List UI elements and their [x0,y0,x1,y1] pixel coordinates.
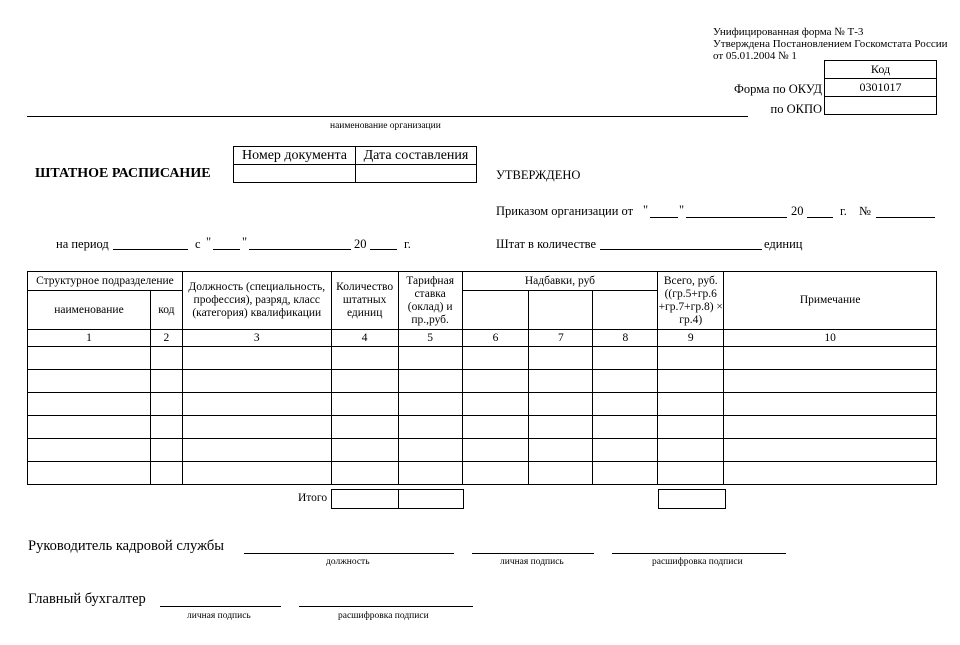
table-cell[interactable] [331,370,398,393]
table-cell[interactable] [150,416,182,439]
hr-signature-field[interactable] [472,553,594,554]
period-quote-open: " [206,235,212,249]
table-cell[interactable] [398,393,462,416]
chief-accountant-label: Главный бухгалтер [28,591,146,607]
table-cell[interactable] [182,347,331,370]
col-number: 6 [462,330,529,347]
period-label: на период [56,237,109,251]
table-cell[interactable] [398,416,462,439]
col-number: 1 [28,330,151,347]
table-cell[interactable] [28,370,151,393]
col-number: 2 [150,330,182,347]
table-cell[interactable] [398,439,462,462]
staff-count-field[interactable] [600,249,762,250]
totals-sum [658,489,726,509]
period-year-prefix: 20 [354,237,367,251]
table-cell[interactable] [462,347,529,370]
table-cell[interactable] [658,439,724,462]
table-cell[interactable] [658,416,724,439]
order-quote-open: " [643,203,649,217]
table-cell[interactable] [529,347,593,370]
table-cell[interactable] [658,393,724,416]
count-header: Количество штатных единиц [331,272,398,330]
table-cell[interactable] [529,439,593,462]
table-cell[interactable] [331,393,398,416]
table-cell[interactable] [724,370,937,393]
table-cell[interactable] [724,347,937,370]
period-year-suffix: г. [404,237,411,251]
table-row [28,370,937,393]
table-cell[interactable] [398,347,462,370]
hr-signature-caption: личная подпись [500,557,564,567]
hr-head-label: Руководитель кадровой службы [28,538,225,554]
total-rate-cell[interactable] [399,490,464,509]
col-number: 5 [398,330,462,347]
table-cell[interactable] [462,416,529,439]
table-cell[interactable] [724,462,937,485]
order-year-prefix: 20 [791,204,804,218]
table-cell[interactable] [658,462,724,485]
okud-label: Форма по ОКУД [734,82,822,96]
column-numbers-row [28,330,937,347]
org-caption: наименование организации [330,121,441,131]
table-cell[interactable] [182,416,331,439]
table-cell[interactable] [529,416,593,439]
table-cell[interactable] [182,370,331,393]
table-cell[interactable] [724,416,937,439]
accountant-signature-caption: личная подпись [187,611,251,621]
table-row [28,393,937,416]
table-cell[interactable] [593,462,658,485]
col-number: 8 [593,330,658,347]
col-number: 9 [658,330,724,347]
table-cell[interactable] [462,393,529,416]
rate-header: Тарифная ставка (оклад) и пр.,руб. [398,272,462,330]
col-number: 10 [724,330,937,347]
doc-number-header: Номер документа [234,147,356,165]
form-header [713,26,948,62]
allowance-col-8 [593,291,658,330]
order-year-suffix: г. [840,204,847,218]
order-number-field[interactable] [876,217,935,218]
table-cell[interactable] [462,370,529,393]
table-cell[interactable] [182,439,331,462]
approved-label: УТВЕРЖДЕНО [496,168,581,182]
doc-number-field[interactable] [234,165,356,183]
table-cell[interactable] [593,416,658,439]
table-cell[interactable] [150,462,182,485]
table-cell[interactable] [529,370,593,393]
table-cell[interactable] [331,347,398,370]
okud-value[interactable]: 0301017 [825,79,937,97]
col-number: 3 [182,330,331,347]
table-row [28,462,937,485]
table-cell[interactable] [182,462,331,485]
period-field-1[interactable] [113,249,188,250]
hr-decode-caption: расшифровка подписи [652,557,743,567]
table-cell[interactable] [462,439,529,462]
totals-row [331,489,464,509]
period-quote-close: " [242,235,248,249]
table-cell[interactable] [28,416,151,439]
table-cell[interactable] [150,370,182,393]
hr-position-caption: должность [326,557,370,567]
table-cell[interactable] [331,462,398,485]
accountant-decode-caption: расшифровка подписи [338,611,429,621]
doc-date-field[interactable] [356,165,477,183]
table-cell[interactable] [593,439,658,462]
allowance-col-7 [529,291,593,330]
okpo-label: по ОКПО [770,102,822,116]
order-number-sign: № [859,204,871,218]
form-header-line1: Унифицированная форма № Т-3 [713,26,864,38]
col-number: 7 [529,330,593,347]
staff-label: Штат в количестве [496,237,597,251]
code-header: код [150,291,182,330]
total-sum-cell[interactable] [659,490,726,509]
total-count-cell[interactable] [332,490,399,509]
okpo-value[interactable] [825,97,937,115]
table-cell[interactable] [462,462,529,485]
form-header-line2: Утверждена Постановлением Госкомстата России [713,38,948,50]
note-header: Примечание [724,272,937,330]
doc-date-header: Дата составления [356,147,477,165]
accountant-decode-field[interactable] [299,606,473,607]
staff-table [27,271,937,485]
table-cell[interactable] [593,347,658,370]
staff-unit: единиц [764,237,803,251]
period-from: с [195,237,201,251]
table-cell[interactable] [182,393,331,416]
table-cell[interactable] [28,347,151,370]
hr-position-field[interactable] [244,553,454,554]
allowances-header: Надбавки, руб [462,272,658,291]
hr-decode-field[interactable] [612,553,786,554]
table-row [28,439,937,462]
table-cell[interactable] [398,462,462,485]
table-cell[interactable] [150,347,182,370]
table-cell[interactable] [724,439,937,462]
table-cell[interactable] [529,462,593,485]
table-cell[interactable] [724,393,937,416]
name-header: наименование [28,291,151,330]
period-month-field[interactable] [249,249,351,250]
table-cell[interactable] [28,439,151,462]
doc-number-table [233,146,477,183]
total-header: Всего, руб. ((гр.5+гр.6 +гр.7+гр.8) × гр.4) [658,272,724,330]
order-prefix: Приказом организации от [496,204,634,218]
table-cell[interactable] [28,393,151,416]
table-cell[interactable] [331,439,398,462]
period-year-field[interactable] [370,249,397,250]
table-cell[interactable] [28,462,151,485]
table-cell[interactable] [658,347,724,370]
order-year-field[interactable] [807,217,833,218]
table-row [28,416,937,439]
accountant-signature-field[interactable] [160,606,281,607]
position-header: Должность (специальность, профессия), разряд, класс (категория) квалификации [182,272,331,330]
org-name-field[interactable] [27,116,748,117]
table-cell[interactable] [398,370,462,393]
codes-table [824,60,937,115]
table-cell[interactable] [593,370,658,393]
table-cell[interactable] [593,393,658,416]
order-month-field[interactable] [686,217,787,218]
col-number: 4 [331,330,398,347]
codes-header: Код [825,61,937,79]
struct-header: Структурное подразделение [28,272,183,291]
table-cell[interactable] [658,370,724,393]
total-label: Итого [298,492,328,504]
table-cell[interactable] [150,393,182,416]
table-row [28,347,937,370]
form-header-line3: от 05.01.2004 № 1 [713,50,797,62]
allowance-col-6 [462,291,529,330]
table-cell[interactable] [331,416,398,439]
table-cell[interactable] [150,439,182,462]
order-day-field[interactable] [650,217,678,218]
table-cell[interactable] [529,393,593,416]
order-quote-close: " [679,203,685,217]
period-day-field[interactable] [213,249,240,250]
document-title: ШТАТНОЕ РАСПИСАНИЕ [35,166,211,181]
